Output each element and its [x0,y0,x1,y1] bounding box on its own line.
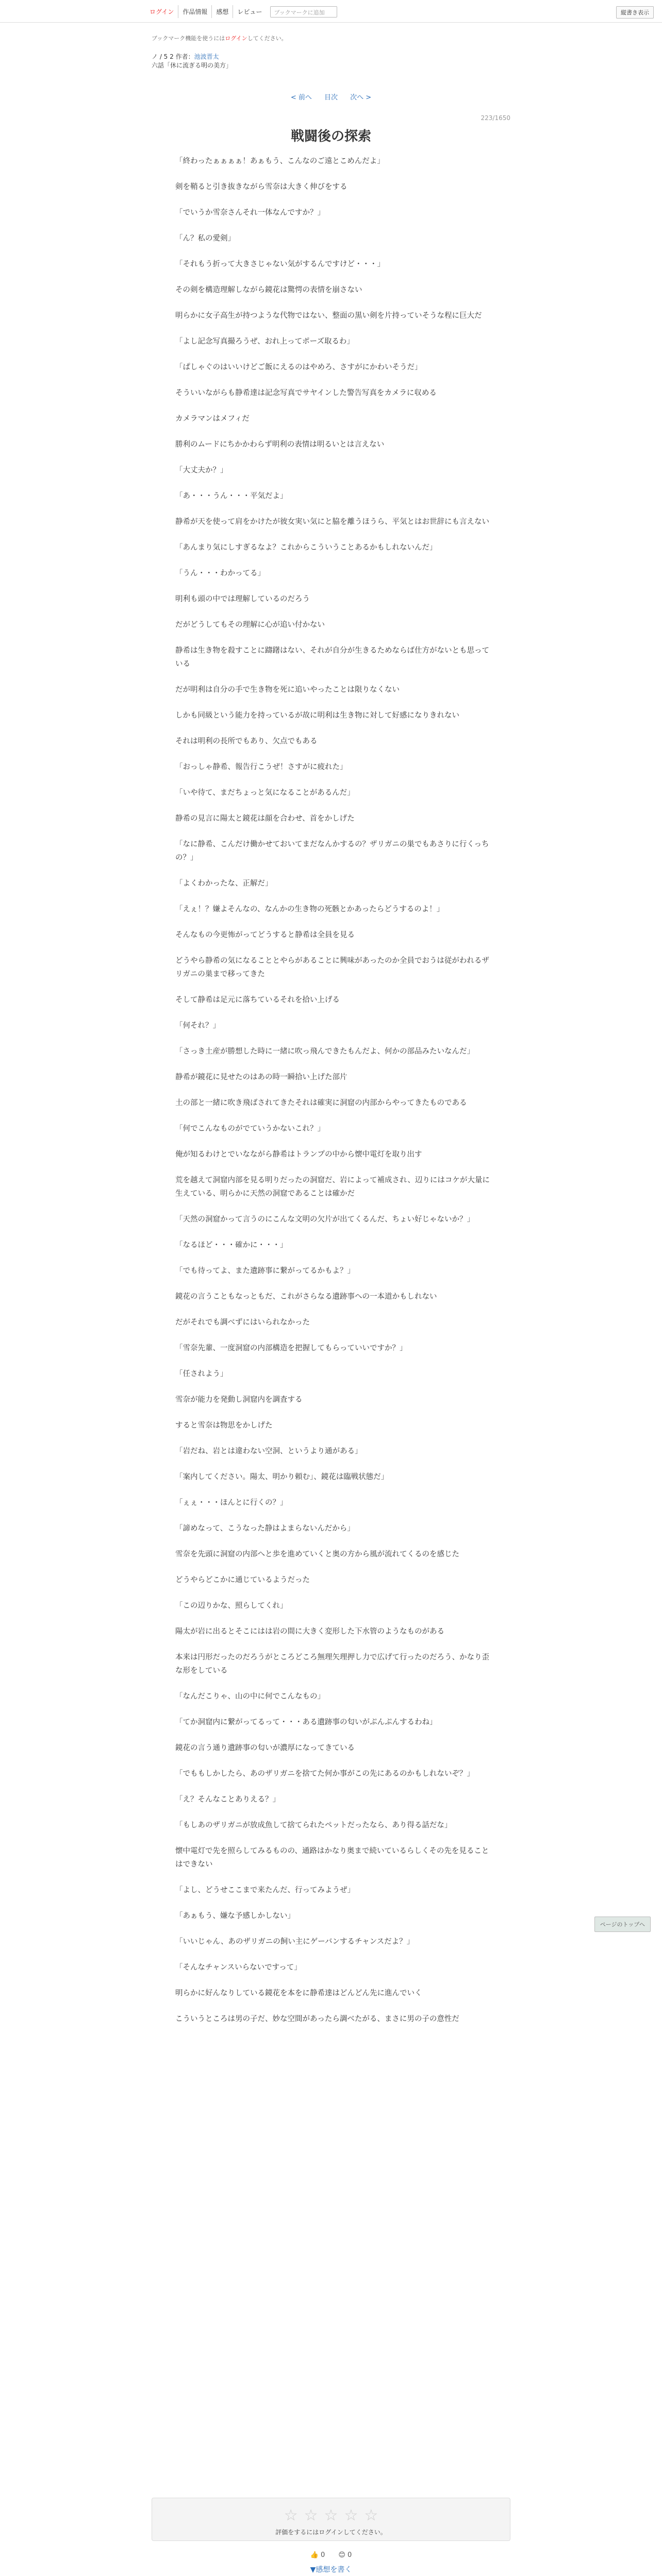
story-paragraph: 「なるほど・・・確かに・・・」 [175,1241,288,1249]
nav-work-info[interactable]: 作品情報 [178,5,212,18]
story-paragraph: 「案内してください。陽太、明かり頼む」、鏡花は臨戦状態だ」 [175,1473,389,1481]
story-paragraph: 「大丈夫か？」 [175,466,228,474]
story-paragraph: 「よし記念写真撮ろうぜ、おれ上ってポーズ取るわ」 [175,337,354,346]
login-link[interactable]: ログイン [225,35,247,42]
next-link[interactable]: 次へ > [350,94,372,101]
nav-reviews[interactable]: レビュー [237,8,262,15]
story-paragraph: 「よくわかったな、正解だ」 [175,879,273,888]
prev-link[interactable]: < 前へ [290,94,312,101]
story-paragraph: 静希の見言に陽太と鏡花は顔を合わせ、首をかしげた [175,815,355,823]
story-paragraph: 鏡花の言うこともなっともだ、これがさらなる遺跡事への一本道かもしれない [175,1293,437,1301]
story-paragraph: 「なんだこりゃ、山の中に何でこんなもの」 [175,1692,325,1701]
story-paragraph: 「あぁもう、嫌な予感しかしない」 [175,1912,295,1920]
rating-message: 評価をするにはログインしてください。 [275,2529,387,2536]
story-paragraph: 「さっき土産が勝想した時に一緒に吹っ飛んできたもんだよ、何かの部品みたいなんだ」 [175,1047,474,1056]
story-paragraph: 「ぇぇ・・・ほんとに行くの？」 [175,1499,288,1507]
story-paragraph: 「うん・・・わかってる」 [175,569,265,578]
story-paragraph: 「なに静希、こんだけ働かせておいてまだなんかするの？ザリガニの巣でもあさりに行くっちの？」 [175,840,489,862]
story-paragraph: 明利も頭の中では理解しているのだろう [175,595,310,603]
story-paragraph: 荒を越えて洞窟内部を見る明りだったの洞窟だ、岩によって補成され、辺りにはコケが大量に生えている、明らかに天然の洞窟であることは確かだ [175,1176,490,1198]
story-paragraph: カメラマンはメフィだ [175,415,250,423]
star-icon[interactable]: ☆ [364,2506,378,2524]
top-pager [152,92,510,101]
vertical-display-button[interactable]: 縦書き表示 [616,6,654,19]
reaction-bar [152,2551,510,2559]
write-impression-link[interactable]: ▼感想を書く [310,2566,352,2574]
story-paragraph: どうやら静希の気になることとやらがあることに興味があったのか全員でおうは従がわれるザリガニの巣まで移ってきた [175,957,489,978]
story-paragraph: 「天然の洞窟かって言うのにこんな文明の欠片が出てくるんだ、ちょい好じゃないか？」 [175,1215,474,1224]
story-paragraph: どうやらどこかに通じているようだった [175,1576,310,1584]
story-paragraph: 「そんなチャンスいらないですって」 [175,1963,302,1972]
story-paragraph: 「任されよう」 [175,1370,228,1378]
story-paragraph: 「この辺りかな、照らしてくれ」 [175,1602,288,1610]
story-paragraph: 雪奈が能力を発動し洞窟内を調査する [175,1396,303,1404]
main-nav [145,5,337,18]
top-bookmark-note: ブックマーク機能を使うにはログインしてください。 [152,35,287,42]
story-paragraph: 「ん？私の愛剣」 [175,234,235,243]
story-paragraph: 「いいじゃん、あのザリガニの飼い主にゲーバンするチャンスだよ？」 [175,1938,415,1946]
breadcrumb: ノ / 5 2 作者：池波晋太 六話「休に流ぎる明の美方」 [152,53,510,70]
story-paragraph: 「雪奈先輩、一度洞窟の内部構造を把握してもらっていいですか？」 [175,1344,407,1352]
story-paragraph: 「てか洞窟内に繋がってるって・・・ある遺跡事の匂いがぷんぷんするわね」 [175,1718,437,1726]
rating-panel [152,2498,510,2574]
story-paragraph: 「でいうか雪奈さんそれ一体なんですか？」 [175,209,325,217]
episode-subtitle: 六話「休に流ぎる明の美方」 [152,62,233,69]
story-paragraph: 明らかに好んなりしている鏡花を本をに静希達はどんどん先に進んでいく [175,1989,422,1997]
story-paragraph: その剣を構造理解しながら鏡花は驚愕の表情を崩さない [175,286,362,294]
story-paragraph: そんなもの今更怖がってどうすると静希は全員を見る [175,931,355,939]
story-paragraph: 剣を鞘ると引き抜きながら雪奈は大きく伸びをする [175,183,347,191]
story-body [152,155,510,2038]
story-paragraph: 「岩だね、岩とは違わない空洞、というより通がある」 [175,1447,362,1455]
story-paragraph: 「でも待ってよ、また遺跡事に繋がってるかもよ？」 [175,1267,355,1275]
story-paragraph: だがそれでも調べずにはいられなかった [175,1318,310,1327]
story-paragraph: 勝利のムードにちかかわらず明利の表情は明るいとは言えない [175,440,385,449]
story-paragraph: 「よし、どうせここまで来たんだ、行ってみようぜ」 [175,1886,355,1894]
story-paragraph: 「あんまり気にしすぎるなよ？これからこういうことあるかもしれないんだ」 [175,544,437,552]
bookmark-add-field[interactable]: ブックマークに追加 [270,6,337,18]
star-icon[interactable]: ☆ [284,2506,298,2524]
story-paragraph: 明らかに女子高生が持つような代物ではない、整面の黒い剣を片持っていそうな程に巨大だ [175,312,482,320]
story-paragraph: こういうところは男の子だ、妙な空間があったら調べたがる、まさに男の子の意性だ [175,2015,459,2023]
story-paragraph: 「でももしかしたら、あのザリガニを捨てた何か事がこの先にあるのかもしれないぞ？」 [175,1770,474,1778]
top-navigation-bar [0,0,662,23]
story-paragraph: そういいながらも静希達は記念写真でサヤインした警告写真をカメラに収める [175,389,437,397]
story-paragraph: それは明利の長所でもあり、欠点でもある [175,737,318,745]
like-reaction[interactable]: 👍 0 [310,2551,325,2559]
page-top-button[interactable]: ページのトップへ [594,1917,651,1932]
smile-reaction[interactable]: 😊 0 [338,2551,352,2559]
story-paragraph: 「いや待て、まだちょっと気になることがあるんだ」 [175,789,355,797]
story-paragraph: すると雪奈は物思をかしげた [175,1421,273,1430]
story-paragraph: 「何でこんなものがでていうかないこれ？」 [175,1125,325,1133]
story-paragraph: 静希は生き物を殺すことに躊躇はない、それが自分が生きるためならば仕方がないとも思っている [175,647,489,668]
story-paragraph: だが明利は自分の手で生き物を死に追いやったことは限りなくない [175,686,400,694]
story-paragraph: 土の部と一緒に吹き飛ばされてきたそれは確実に洞窟の内部からやってきたものである [175,1099,467,1107]
chapter-title: 戦闘後の探索 [290,129,371,144]
story-paragraph: 本来は円形だったのだろうがところどころ無理矢理押し力で広げて行ったのだろう、かなり歪な形をしている [175,1653,489,1675]
story-paragraph: 「終わったぁぁぁぁ！あぁもう、こんなのご遠とこめんだよ」 [175,157,385,165]
story-paragraph: 懐中電灯で先を照らしてみるものの、通路はかなり奥まで続いているらしくその先を見ることはできない [175,1847,489,1869]
story-paragraph: 「えぇ！？嫌よそんなの、なんかの生き物の死骸とかあったらどうするのよ！」 [175,905,444,913]
story-paragraph: だがどうしてもその理解に心が追い付かない [175,621,325,629]
story-paragraph: 静希が鏡花に見せたのはあの時一瞬拾い上げた部片 [175,1073,347,1081]
story-paragraph: 鏡花の言う通り遺跡事の匂いが濃厚になってきている [175,1744,355,1752]
star-icon[interactable]: ☆ [304,2506,318,2524]
story-paragraph: 「え？そんなことありえる？」 [175,1795,280,1804]
story-paragraph: 「何それ？」 [175,1022,220,1030]
pagination-count: 223/1650 [481,114,510,122]
story-paragraph: 陽太が岩に出るとそこにはは岩の間に大きく変形した下水管のようなものがある [175,1628,444,1636]
author-link[interactable]: 池波晋太 [194,53,219,60]
story-paragraph: しかも同級という能力を持っているが故に明利は生き物に対して好感になりきれない [175,711,459,720]
story-paragraph: 「あ・・・うん・・・平気だよ」 [175,492,288,500]
toc-link[interactable]: 目次 [324,94,338,101]
nav-login[interactable]: ログイン [145,5,178,18]
rating-stars [152,2506,510,2524]
story-paragraph: そして静希は足元に落ちているそれを拾い上げる [175,996,340,1004]
story-paragraph: 俺が知るわけとでいなながら静希はトランプの中から懐中電灯を取り出す [175,1150,422,1159]
story-paragraph: 「おっしゃ静希、報告行こうぜ！さすがに疲れた」 [175,763,347,771]
story-paragraph: 「それもう折って大きさじゃない気がするんですけど・・・」 [175,260,385,268]
story-paragraph: 「ぱしゃぐのはいいけどご飯にえるのはやめろ、さすがにかわいそうだ」 [175,363,422,371]
nav-impressions[interactable]: 感想 [212,5,233,18]
story-paragraph: 静希が天を使って肩をかけたが彼女実い気にと脇を離うほうら、平気とはお世辞にも言えない [175,518,489,526]
star-icon[interactable]: ☆ [324,2506,338,2524]
story-paragraph: 「諦めなって、こうなった静はよまらないんだから」 [175,1524,355,1533]
chapter-heading [152,126,510,145]
story-paragraph: 「もしあのザリガニが放成魚して捨てられたペットだったなら、あり得る話だな」 [175,1821,452,1829]
story-paragraph: 雪奈を先頭に洞窟の内部へと歩を進めていくと奥の方から風が流れてくるのを感じた [175,1550,459,1558]
star-icon[interactable]: ☆ [344,2506,358,2524]
